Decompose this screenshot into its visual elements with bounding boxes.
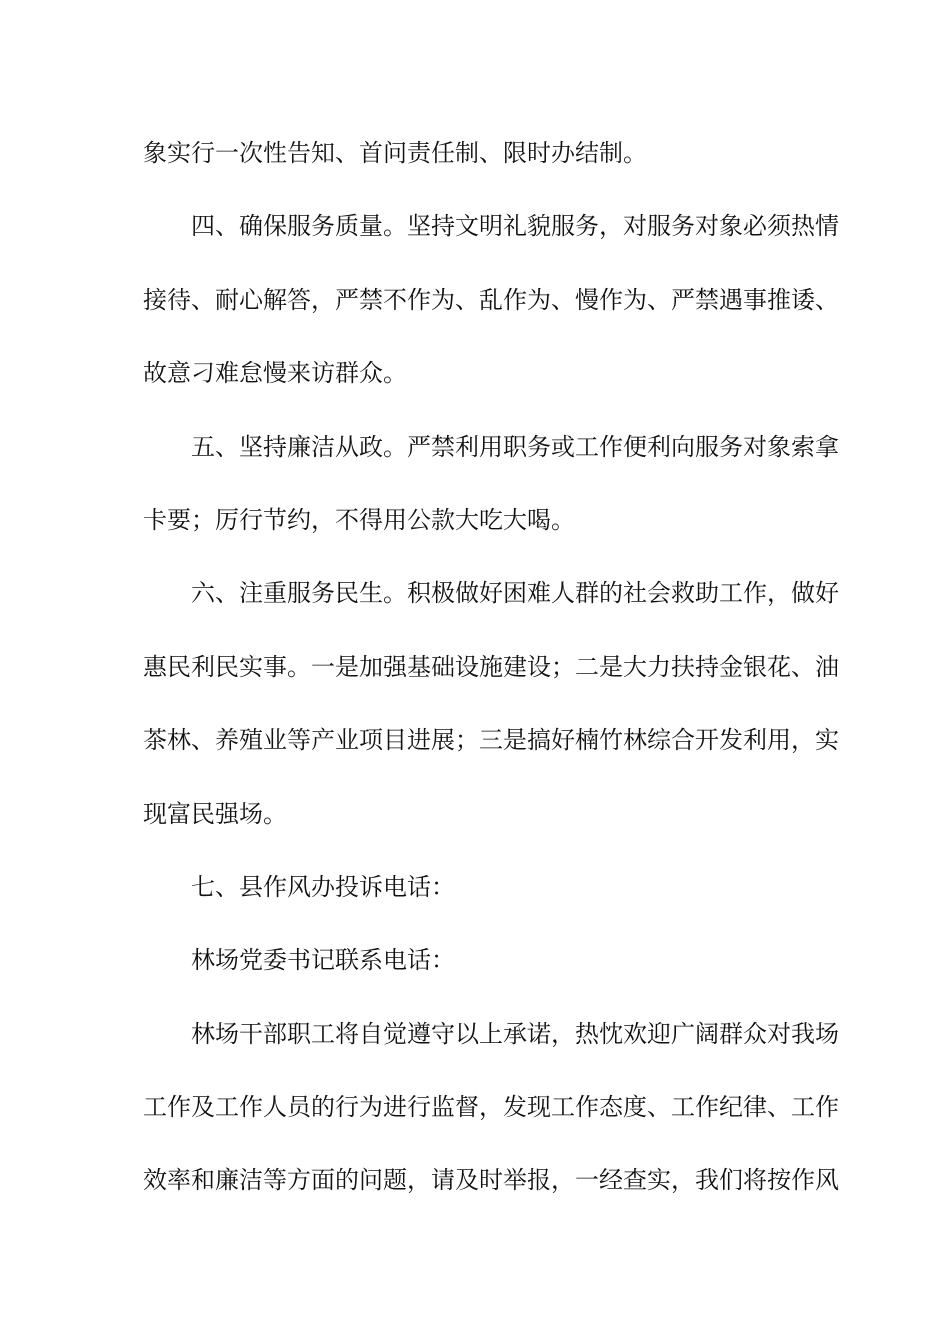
text-line: 茶林、养殖业等产业项目进展；三是搞好楠竹林综合开发利用，实	[143, 726, 839, 755]
text-line: 象实行一次性告知、首问责任制、限时办结制。	[143, 139, 647, 167]
text-line: 工作及工作人员的行为进行监督，发现工作态度、工作纪律、工作	[143, 1093, 839, 1122]
body-text	[143, 129, 839, 1230]
text-line: 惠民利民实事。一是加强基础设施建设；二是大力扶持金银花、油	[143, 652, 839, 681]
text-line: 接待、耐心解答，严禁不作为、乱作为、慢作为、严禁遇事推诿、	[143, 285, 839, 314]
paragraph-line: 林场党委书记联系电话：	[191, 946, 455, 975]
text-line: 现富民强场。	[143, 799, 287, 828]
paragraph-line: 六、注重服务民生。积极做好困难人群的社会救助工作，做好	[191, 579, 839, 608]
paragraph-line: 四、确保服务质量。坚持文明礼貌服务，对服务对象必须热情	[191, 212, 839, 241]
paragraph-line: 五、坚持廉洁从政。严禁利用职务或工作便利向服务对象索拿	[191, 432, 839, 461]
paragraph-line: 林场干部职工将自觉遵守以上承诺，热忱欢迎广阔群众对我场	[191, 1019, 839, 1048]
text-line: 故意刁难怠慢来访群众。	[143, 359, 407, 388]
paragraph-line: 七、县作风办投诉电话：	[191, 872, 455, 901]
text-line: 卡要；厉行节约，不得用公款大吃大喝。	[143, 505, 575, 534]
text-line: 效率和廉洁等方面的问题，请及时举报，一经查实，我们将按作风	[143, 1166, 839, 1195]
